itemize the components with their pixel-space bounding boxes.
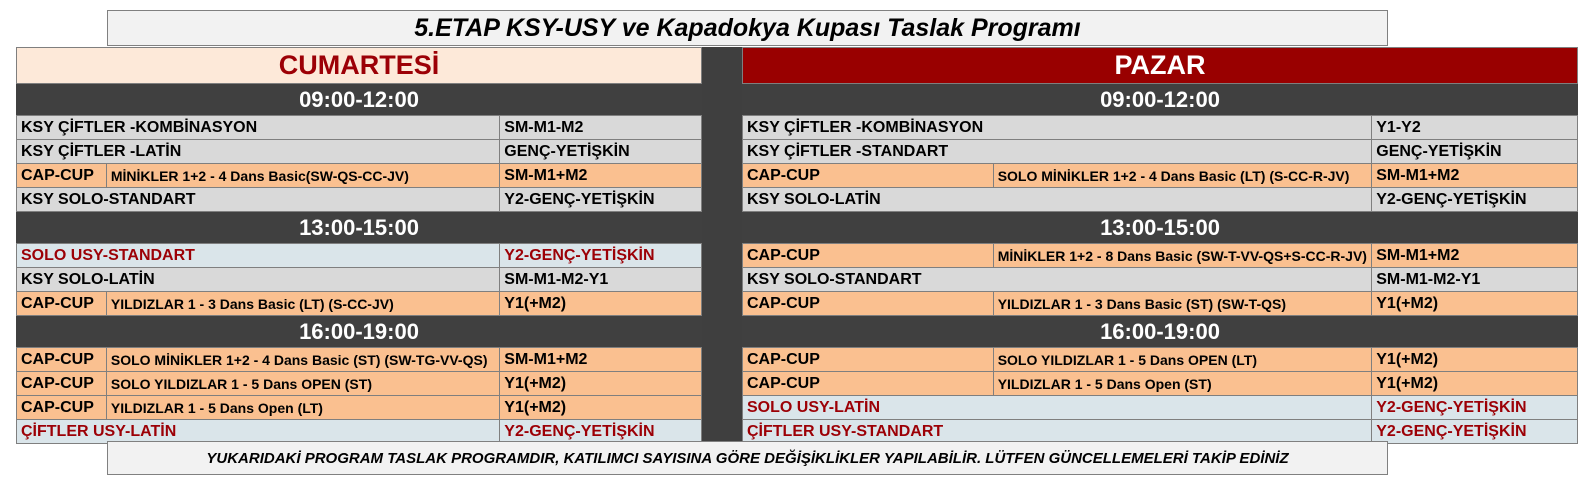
event-cell: CAP-CUP [16, 348, 106, 371]
saturday-slot3-time: 16:00-19:00 [16, 316, 702, 348]
group-cell: Y2-GENÇ-YETİŞKİN [499, 244, 701, 267]
page-title: 5.ETAP KSY-USY ve Kapadokya Kupası Taslak Programı [107, 10, 1388, 46]
table-row [742, 164, 1578, 188]
group-cell: Y2-GENÇ-YETİŞKİN [1371, 188, 1577, 211]
group-cell: Y2-GENÇ-YETİŞKİN [1371, 396, 1577, 419]
saturday-slot1-time: 09:00-12:00 [16, 84, 702, 116]
sub-event-cell: YILDIZLAR 1 - 5 Dans Open (LT) [106, 396, 499, 419]
event-cell: SOLO USY-STANDART [16, 244, 499, 267]
event-cell: CAP-CUP [742, 292, 993, 315]
sunday-slot3-time: 16:00-19:00 [742, 316, 1578, 348]
saturday-slot2-time: 13:00-15:00 [16, 212, 702, 244]
sub-event-cell: MİNİKLER 1+2 - 4 Dans Basic(SW-QS-CC-JV) [106, 164, 499, 187]
event-cell: ÇİFTLER USY-STANDART [742, 420, 1371, 443]
group-cell: GENÇ-YETİŞKİN [499, 140, 701, 163]
sunday-schedule [742, 47, 1578, 444]
table-row [742, 140, 1578, 164]
event-cell: CAP-CUP [16, 372, 106, 395]
table-row [742, 188, 1578, 212]
event-cell: KSY ÇİFTLER -KOMBİNASYON [742, 116, 1371, 139]
group-cell: Y1(+M2) [1371, 292, 1577, 315]
table-row [742, 348, 1578, 372]
sub-event-cell: MİNİKLER 1+2 - 8 Dans Basic (SW-T-VV-QS+S-CC-R-JV) [993, 244, 1372, 267]
sub-event-cell: SOLO MİNİKLER 1+2 - 4 Dans Basic (ST) (SW-TG-VV-QS) [106, 348, 499, 371]
group-cell: SM-M1+M2 [1371, 164, 1577, 187]
group-cell: Y2-GENÇ-YETİŞKİN [499, 420, 701, 443]
group-cell: Y1-Y2 [1371, 116, 1577, 139]
table-row [16, 348, 702, 372]
event-cell: CAP-CUP [742, 164, 993, 187]
group-cell: GENÇ-YETİŞKİN [1371, 140, 1577, 163]
table-row [742, 244, 1578, 268]
event-cell: KSY ÇİFTLER -LATİN [16, 140, 499, 163]
sub-event-cell: SOLO MİNİKLER 1+2 - 4 Dans Basic (LT) (S-CC-R-JV) [993, 164, 1372, 187]
table-row [16, 292, 702, 316]
event-cell: CAP-CUP [16, 396, 106, 419]
sunday-slot1-time: 09:00-12:00 [742, 84, 1578, 116]
table-row [742, 292, 1578, 316]
saturday-header: CUMARTESİ [16, 47, 702, 84]
table-row [16, 140, 702, 164]
group-cell: SM-M1+M2 [499, 164, 701, 187]
table-row [742, 372, 1578, 396]
group-cell: SM-M1+M2 [1371, 244, 1577, 267]
event-cell: CAP-CUP [16, 164, 106, 187]
group-cell: Y1(+M2) [499, 292, 701, 315]
event-cell: KSY SOLO-STANDART [16, 188, 499, 211]
group-cell: Y2-GENÇ-YETİŞKİN [499, 188, 701, 211]
event-cell: KSY ÇİFTLER -KOMBİNASYON [16, 116, 499, 139]
event-cell: KSY SOLO-STANDART [742, 268, 1371, 291]
group-cell: SM-M1+M2 [499, 348, 701, 371]
group-cell: SM-M1-M2-Y1 [499, 268, 701, 291]
event-cell: SOLO USY-LATİN [742, 396, 1371, 419]
group-cell: Y1(+M2) [499, 372, 701, 395]
table-row [16, 188, 702, 212]
group-cell: SM-M1-M2 [499, 116, 701, 139]
sub-event-cell: SOLO YILDIZLAR 1 - 5 Dans OPEN (LT) [993, 348, 1372, 371]
group-cell: SM-M1-M2-Y1 [1371, 268, 1577, 291]
table-row [16, 244, 702, 268]
sunday-header: PAZAR [742, 47, 1578, 84]
table-row [16, 396, 702, 420]
table-row [16, 116, 702, 140]
event-cell: CAP-CUP [742, 348, 993, 371]
sub-event-cell: YILDIZLAR 1 - 5 Dans Open (ST) [993, 372, 1372, 395]
table-row [16, 164, 702, 188]
event-cell: KSY ÇİFTLER -STANDART [742, 140, 1371, 163]
event-cell: CAP-CUP [742, 244, 993, 267]
event-cell: CAP-CUP [742, 372, 993, 395]
event-cell: CAP-CUP [16, 292, 106, 315]
event-cell: ÇİFTLER USY-LATİN [16, 420, 499, 443]
table-row [742, 268, 1578, 292]
sub-event-cell: SOLO YILDIZLAR 1 - 5 Dans OPEN (ST) [106, 372, 499, 395]
table-row [16, 372, 702, 396]
sub-event-cell: YILDIZLAR 1 - 3 Dans Basic (ST) (SW-T-QS) [993, 292, 1372, 315]
table-row [742, 116, 1578, 140]
sub-event-cell: YILDIZLAR 1 - 3 Dans Basic (LT) (S-CC-JV) [106, 292, 499, 315]
group-cell: Y1(+M2) [1371, 348, 1577, 371]
event-cell: KSY SOLO-LATİN [16, 268, 499, 291]
group-cell: Y1(+M2) [499, 396, 701, 419]
footer-note: YUKARIDAKİ PROGRAM TASLAK PROGRAMDIR, KATILIMCI SAYISINA GÖRE DEĞİŞİKLİKLER YAPILABİLİR. LÜTFEN GÜNCELLEMELERİ TAKİP EDİNİZ [107, 441, 1388, 475]
table-row [742, 396, 1578, 420]
table-row [16, 268, 702, 292]
sunday-slot2-time: 13:00-15:00 [742, 212, 1578, 244]
saturday-schedule [16, 47, 702, 444]
event-cell: KSY SOLO-LATİN [742, 188, 1371, 211]
group-cell: Y2-GENÇ-YETİŞKİN [1371, 420, 1577, 443]
column-divider [702, 47, 742, 441]
group-cell: Y1(+M2) [1371, 372, 1577, 395]
